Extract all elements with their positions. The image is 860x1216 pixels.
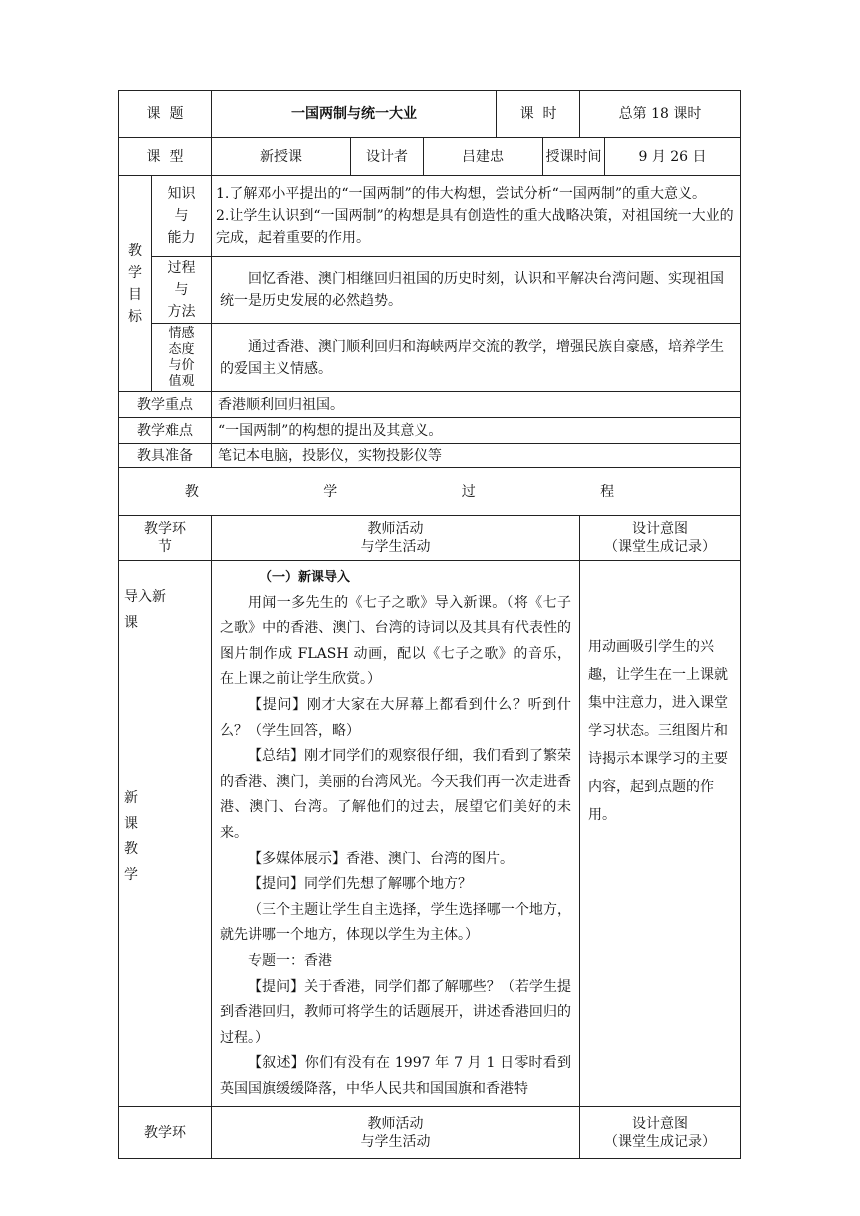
activity-header-line-1: 教师活动 — [367, 521, 424, 537]
stage-header-line-2: 节 — [158, 539, 172, 555]
activity-paragraph-8: 【提问】关于香港，同学们都了解哪些？（若学生提到香港回归，教师可将学生的话题展开，讲述香港回归的过程。） — [220, 978, 572, 1046]
difficulty-row — [119, 418, 741, 444]
knowledge-text — [212, 176, 741, 257]
activity-paragraph-5: 【提问】同学们先想了解哪个地方？ — [248, 876, 472, 893]
stage-teach-char-2: 课 — [124, 815, 138, 832]
objective-knowledge-row — [119, 176, 741, 257]
key-point-value: 香港顺利回归祖国。 — [212, 392, 741, 418]
objectives-group-label — [119, 176, 152, 392]
footer-activity-header — [212, 1107, 580, 1159]
difficulty-label: 教学难点 — [119, 418, 212, 444]
designer-value: 吕建忠 — [424, 138, 543, 176]
activity-header — [212, 516, 580, 561]
emotion-label-line-4: 值观 — [168, 373, 195, 389]
activity-paragraph-1: 用闻一多先生的《七子之歌》导入新课。（将《七子之歌》中的香港、澳门、台湾的诗词以及其具有代表性的图片制作成 FLASH 动画，配以《七子之歌》的音乐，在上课之前让学生欣赏。） — [220, 594, 572, 688]
date-value: 9 月 26 日 — [605, 138, 741, 176]
stage-intro-line-2: 课 — [124, 614, 138, 631]
activity-paragraph-6: （三个主题让学生自主选择，学生选择哪一个地方，就先讲哪一个地方，体现以学生为主体。） — [220, 901, 572, 944]
objective-process-row — [119, 257, 741, 324]
footer-activity-line-2: 与学生活动 — [360, 1133, 431, 1150]
footer-intent-line-1: 设计意图 — [632, 1115, 689, 1132]
knowledge-label-line-3: 能力 — [167, 230, 196, 246]
stage-teach-char-4: 学 — [124, 866, 138, 883]
intent-header — [580, 516, 741, 561]
footer-stage-header: 教学环 — [119, 1107, 212, 1159]
process-header-row — [119, 516, 741, 561]
footer-intent-header — [580, 1107, 741, 1159]
designer-label: 设计者 — [351, 138, 424, 176]
emotion-text: 通过香港、澳门顺利回归和海峡两岸交流的教学，增强民族自豪感，培养学生的爱国主义情感。 — [212, 324, 741, 392]
materials-value: 笔记本电脑，投影仪，实物投影仪等 — [212, 444, 741, 468]
date-label: 授课时间 — [543, 138, 605, 176]
objectives-char-4: 标 — [128, 308, 142, 325]
knowledge-line-2: 2.让学生认识到“一国两制”的构想是具有创造性的重大战略决策，对祖国统一大业的完成，起着重要的作用。 — [216, 208, 734, 246]
difficulty-value: “一国两制”的构想的提出及其意义。 — [212, 418, 741, 444]
footer-intent-line-2: （课堂生成记录） — [604, 1133, 717, 1150]
intent-cell: 用动画吸引学生的兴趣，让学生在一上课就集中注意力，进入课堂学习状态。三组图片和诗揭示本课学习的主要内容，起到点题的作用。 — [580, 561, 741, 1107]
period-value: 总第 18 课时 — [580, 91, 741, 138]
activity-paragraph-9: 【叙述】你们有没有在 1997 年 7 月 1 日零时看到英国国旗缓缓降落，中华人民共和国国旗和香港特 — [220, 1055, 572, 1097]
type-label: 课 型 — [119, 138, 212, 176]
emotion-label-line-1: 情感 — [168, 325, 195, 341]
materials-row — [119, 444, 741, 468]
intent-header-line-2: （课堂生成记录） — [604, 539, 717, 555]
activity-cell — [212, 561, 580, 1107]
knowledge-line-1: 1.了解邓小平提出的“一国两制”的伟大构想，尝试分析“一国两制”的重大意义。 — [216, 186, 706, 202]
knowledge-label-line-1: 知识 — [167, 186, 196, 202]
emotion-label-line-3: 与价 — [168, 357, 195, 373]
key-point-label: 教学重点 — [119, 392, 212, 418]
topic-label: 课 题 — [119, 91, 212, 138]
footer-header-row — [119, 1107, 741, 1159]
objectives-char-2: 学 — [128, 264, 142, 281]
process-label-line-3: 方法 — [167, 304, 196, 320]
activity-paragraph-7: 专题一：香港 — [248, 952, 332, 969]
objectives-char-3: 目 — [128, 286, 142, 303]
header-row-1 — [119, 91, 741, 138]
activity-paragraph-3: 【总结】刚才同学们的观察很仔细，我们看到了繁荣的香港、澳门，美丽的台湾风光。今天我们再一次走进香港、澳门、台湾。了解他们的过去，展望它们美好的未来。 — [220, 748, 572, 841]
footer-activity-line-1: 教师活动 — [367, 1115, 424, 1132]
objectives-char-1: 教 — [128, 242, 142, 259]
key-point-row — [119, 392, 741, 418]
stage-cell — [119, 561, 212, 1107]
stage-header — [119, 516, 212, 561]
activity-paragraph-2: 【提问】刚才大家在大屏幕上都看到什么？听到什么？（学生回答，略） — [220, 696, 572, 739]
lesson-plan-page — [118, 90, 740, 1159]
stage-teach-char-1: 新 — [124, 790, 138, 807]
period-label: 课 时 — [497, 91, 580, 138]
type-value: 新授课 — [212, 138, 351, 176]
process-label-line-1: 过程 — [167, 260, 196, 276]
process-label — [152, 257, 212, 324]
knowledge-label — [152, 176, 212, 257]
stage-header-line-1: 教学环 — [144, 521, 186, 537]
lesson-plan-table — [118, 90, 741, 1159]
process-label-line-2: 与 — [174, 282, 189, 298]
stage-intro-line-1: 导入新 — [124, 589, 166, 605]
activity-header-line-2: 与学生活动 — [360, 539, 431, 555]
process-body-row — [119, 561, 741, 1107]
stage-teach-char-3: 教 — [124, 841, 138, 858]
emotion-label — [152, 324, 212, 392]
process-title-row — [119, 468, 741, 516]
topic-value: 一国两制与统一大业 — [212, 91, 497, 138]
process-text: 回忆香港、澳门相继回归祖国的历史时刻，认识和平解决台湾问题、实现祖国统一是历史发展的必然趋势。 — [212, 257, 741, 324]
objective-emotion-row — [119, 324, 741, 392]
header-row-2 — [119, 138, 741, 176]
activity-paragraph-4: 【多媒体展示】香港、澳门、台湾的图片。 — [248, 850, 514, 867]
process-title: 教 学 过 程 — [119, 468, 741, 516]
materials-label: 教具准备 — [119, 444, 212, 468]
activity-heading: （一）新课导入 — [259, 570, 351, 585]
intent-header-line-1: 设计意图 — [632, 521, 689, 537]
knowledge-label-line-2: 与 — [174, 208, 189, 224]
emotion-label-line-2: 态度 — [168, 341, 195, 357]
